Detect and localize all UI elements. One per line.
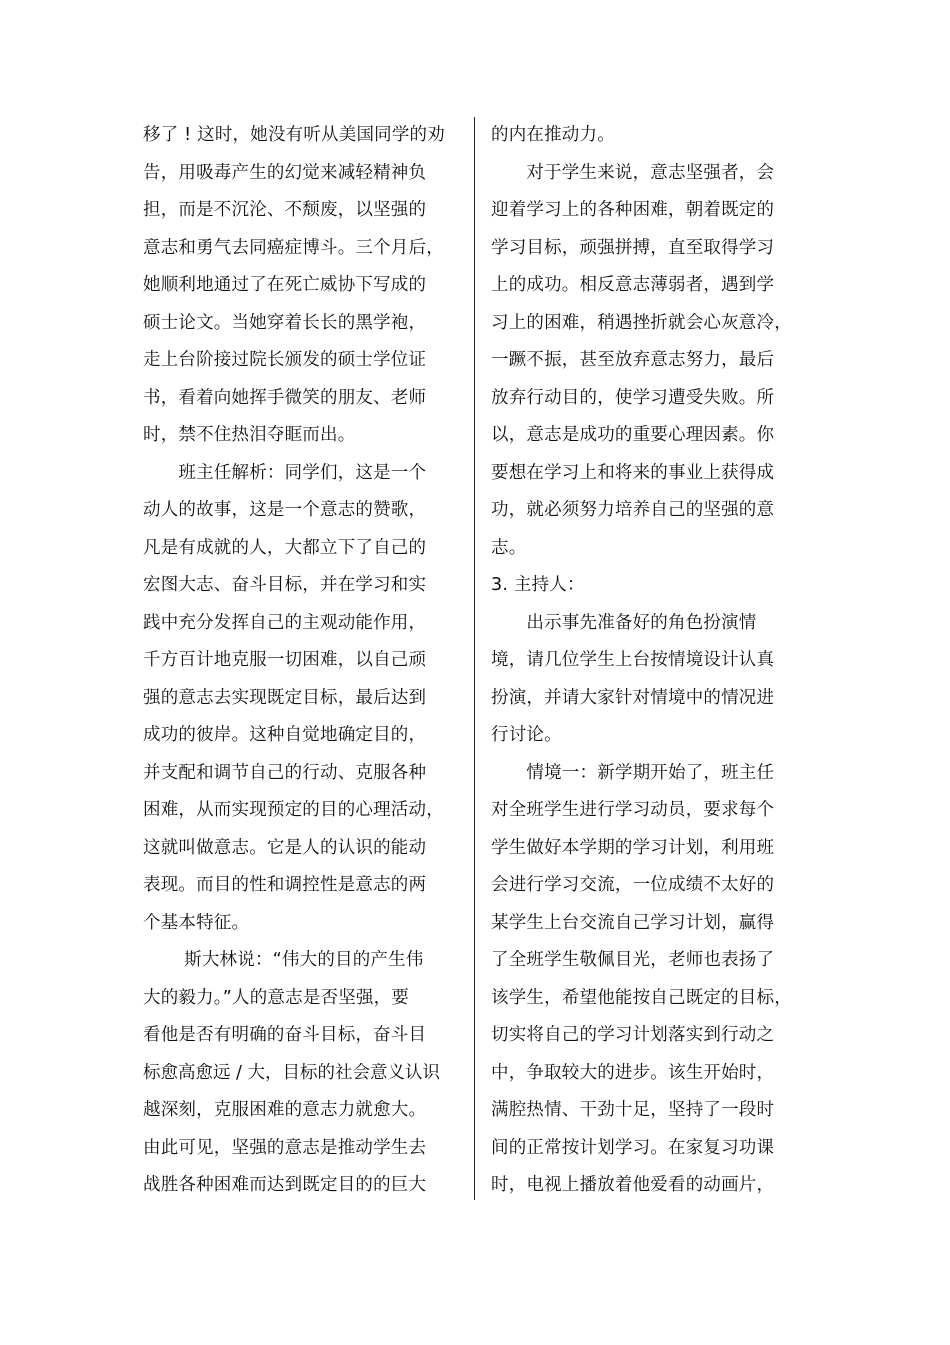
text-line: 间的正常按计划学习。在家复习功课 [491,1137,775,1158]
text-line: 越深刻，克服困难的意志力就愈大。 [143,1100,427,1120]
text-line: 千方百计地克服一切困难，以自己顽 [143,650,427,670]
text-line: 大的毅力。”人的意志是否坚强，要 [143,987,410,1008]
text-line: 满腔热情、干劲十足，坚持了一段时 [491,1100,775,1120]
paragraph-start-line: 对于学生来说，意志坚强者，会 [491,162,775,183]
text-line: 扮演，并请大家针对情境中的情况进 [491,687,775,708]
text-line: 迎着学习上的各种困难，朝着既定的 [491,200,775,220]
text-line: 由此可见，坚强的意志是推动学生去 [143,1137,427,1158]
paragraph-start-line: 情境一：新学期开始了，班主任 [491,762,775,783]
text-line: 会进行学习交流，一位成绩不太好的 [491,875,775,895]
text-line: 时，禁不住热泪夺眶而出。 [143,425,356,445]
text-line: 习上的困难，稍遇挫折就会心灰意冷， [491,312,792,333]
text-line: 放弃行动目的，使学习遭受失败。所 [491,387,775,408]
section-heading: 3. 主持人： [491,575,585,595]
text-line: 表现。而目的性和调控性是意志的两 [143,875,427,895]
text-line: 中，争取较大的进步。该生开始时， [491,1062,775,1083]
text-line: 书，看着向她挥手微笑的朋友、老师 [143,387,427,408]
text-line: 了全班学生敬佩目光，老师也表扬了 [491,950,775,970]
text-line: 以，意志是成功的重要心理因素。你 [491,425,775,445]
text-line: 移了 ! 这时，她没有听从美国同学的劝 [143,125,445,145]
text-line: 硕士论文。当她穿着长长的黑学袍， [143,312,427,333]
text-line: 强的意志去实现既定目标，最后达到 [143,687,427,708]
paragraph-start-line: 出示事先准备好的角色扮演情 [491,612,757,633]
text-line: 凡是有成就的人，大都立下了自己的 [143,537,427,558]
text-line: 一蹶不振，甚至放弃意志努力，最后 [491,350,775,370]
paragraph-start-line: 班主任解析：同学们，这是一个 [143,462,427,483]
text-line: 上的成功。相反意志薄弱者，遇到学 [491,275,775,295]
right-column [491,117,791,1205]
text-line: 成功的彼岸。这种自觉地确定目的， [143,725,427,745]
text-line: 困难，从而实现预定的目的心理活动， [143,800,444,820]
text-line: 对全班学生进行学习动员，要求每个 [491,800,775,820]
text-line: 意志和勇气去同癌症博斗。三个月后， [143,237,444,258]
text-line: 个基本特征。 [143,912,250,933]
text-line: 担，而是不沉沦、不颓废，以坚强的 [143,200,427,220]
text-line: 并支配和调节自己的行动、克服各种 [143,762,427,783]
text-line: 标愈高愈远 / 大，目标的社会意义认识 [143,1062,441,1083]
text-line: 该学生，希望他能按自己既定的目标， [491,987,792,1008]
text-line: 走上台阶接过院长颁发的硕士学位证 [143,350,427,370]
text-line: 这就叫做意志。它是人的认识的能动 [143,837,427,858]
text-line: 功，就必须努力培养自己的坚强的意 [491,500,775,520]
text-line: 告，用吸毒产生的幻觉来减轻精神负 [143,162,427,183]
column-divider [474,117,475,1200]
text-line: 境，请几位学生上台按情境设计认真 [491,650,775,670]
text-line: 某学生上台交流自己学习计划，赢得 [491,912,775,933]
text-line: 时，电视上播放着他爱看的动画片， [491,1175,775,1195]
text-line: 学生做好本学期的学习计划，利用班 [491,837,775,858]
text-line: 的内在推动力。 [491,125,615,145]
text-line: 看他是否有明确的奋斗目标，奋斗目 [143,1025,427,1045]
text-line: 践中充分发挥自己的主观动能作用， [143,612,427,633]
text-line: 她顺利地通过了在死亡威协下写成的 [143,275,427,295]
text-line: 战胜各种困难而达到既定目的的巨大 [143,1175,427,1195]
paragraph-start-line: 斯大林说：“伟大的目的产生伟 [143,950,424,970]
text-line: 宏图大志、奋斗目标，并在学习和实 [143,575,427,595]
text-line: 行讨论。 [491,725,562,745]
text-line: 志。 [491,537,527,558]
text-line: 要想在学习上和将来的事业上获得成 [491,462,775,483]
text-line: 动人的故事，这是一个意志的赞歌， [143,500,427,520]
text-line: 切实将自己的学习计划落实到行动之 [491,1025,775,1045]
text-line: 学习目标，顽强拼搏，直至取得学习 [491,237,775,258]
left-column [143,117,455,1205]
